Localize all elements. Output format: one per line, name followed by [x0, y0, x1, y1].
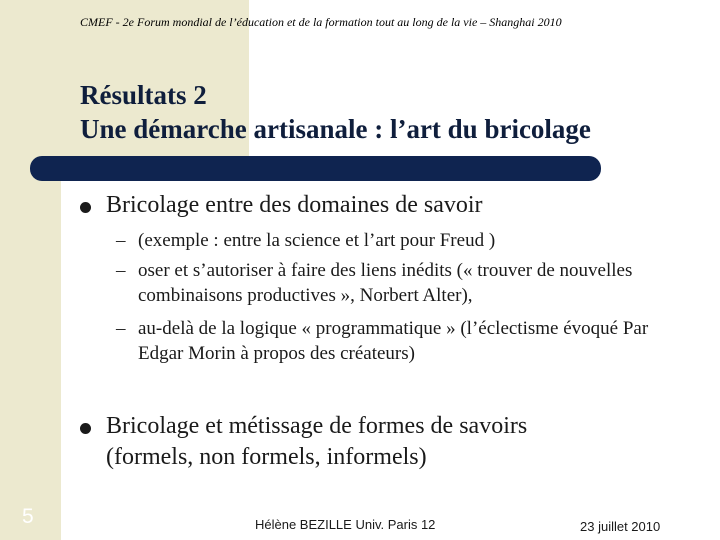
- footer-date: 23 juillet 2010: [580, 519, 661, 534]
- sub-item-text: au-delà de la logique « programmatique » (l’éclectisme évoqué Par Edgar Morin à propos des créateurs): [138, 318, 649, 364]
- bullet-item: [80, 411, 620, 473]
- slide-title-line-1: Résultats 2: [80, 80, 207, 110]
- dash-marker: –: [116, 230, 126, 251]
- sub-item-text: oser et s’autoriser à faire des liens inédits (« trouver de nouvelles combinaisons productives », Norbert Alter),: [138, 260, 633, 306]
- bullet-dot-icon: [80, 423, 91, 434]
- bullet-text: Bricolage entre des domaines de savoir: [106, 192, 483, 218]
- title-underline-bar: [30, 156, 601, 181]
- bullet-item: [80, 190, 700, 221]
- footer-author: Hélène BEZILLE Univ. Paris 12: [255, 517, 436, 532]
- slide-title-line-2: Une démarche artisanale : l’art du bricolage: [80, 114, 591, 144]
- left-decorative-band: [0, 0, 61, 540]
- sub-item: [116, 258, 686, 308]
- page-number: 5: [22, 505, 34, 528]
- dash-marker: –: [116, 318, 126, 339]
- sub-item: [116, 228, 686, 253]
- bullet-dot-icon: [80, 202, 91, 213]
- bullet-text: Bricolage et métissage de formes de savoirs (formels, non formels, informels): [106, 413, 528, 470]
- sub-item: [116, 316, 686, 366]
- dash-marker: –: [116, 260, 126, 281]
- conference-header: CMEF - 2e Forum mondial de l’éducation et de la formation tout au long de la vie – Shanghai 2010: [80, 15, 562, 29]
- slide-title: [80, 78, 591, 146]
- sub-item-text: (exemple : entre la science et l’art pour Freud ): [138, 230, 496, 251]
